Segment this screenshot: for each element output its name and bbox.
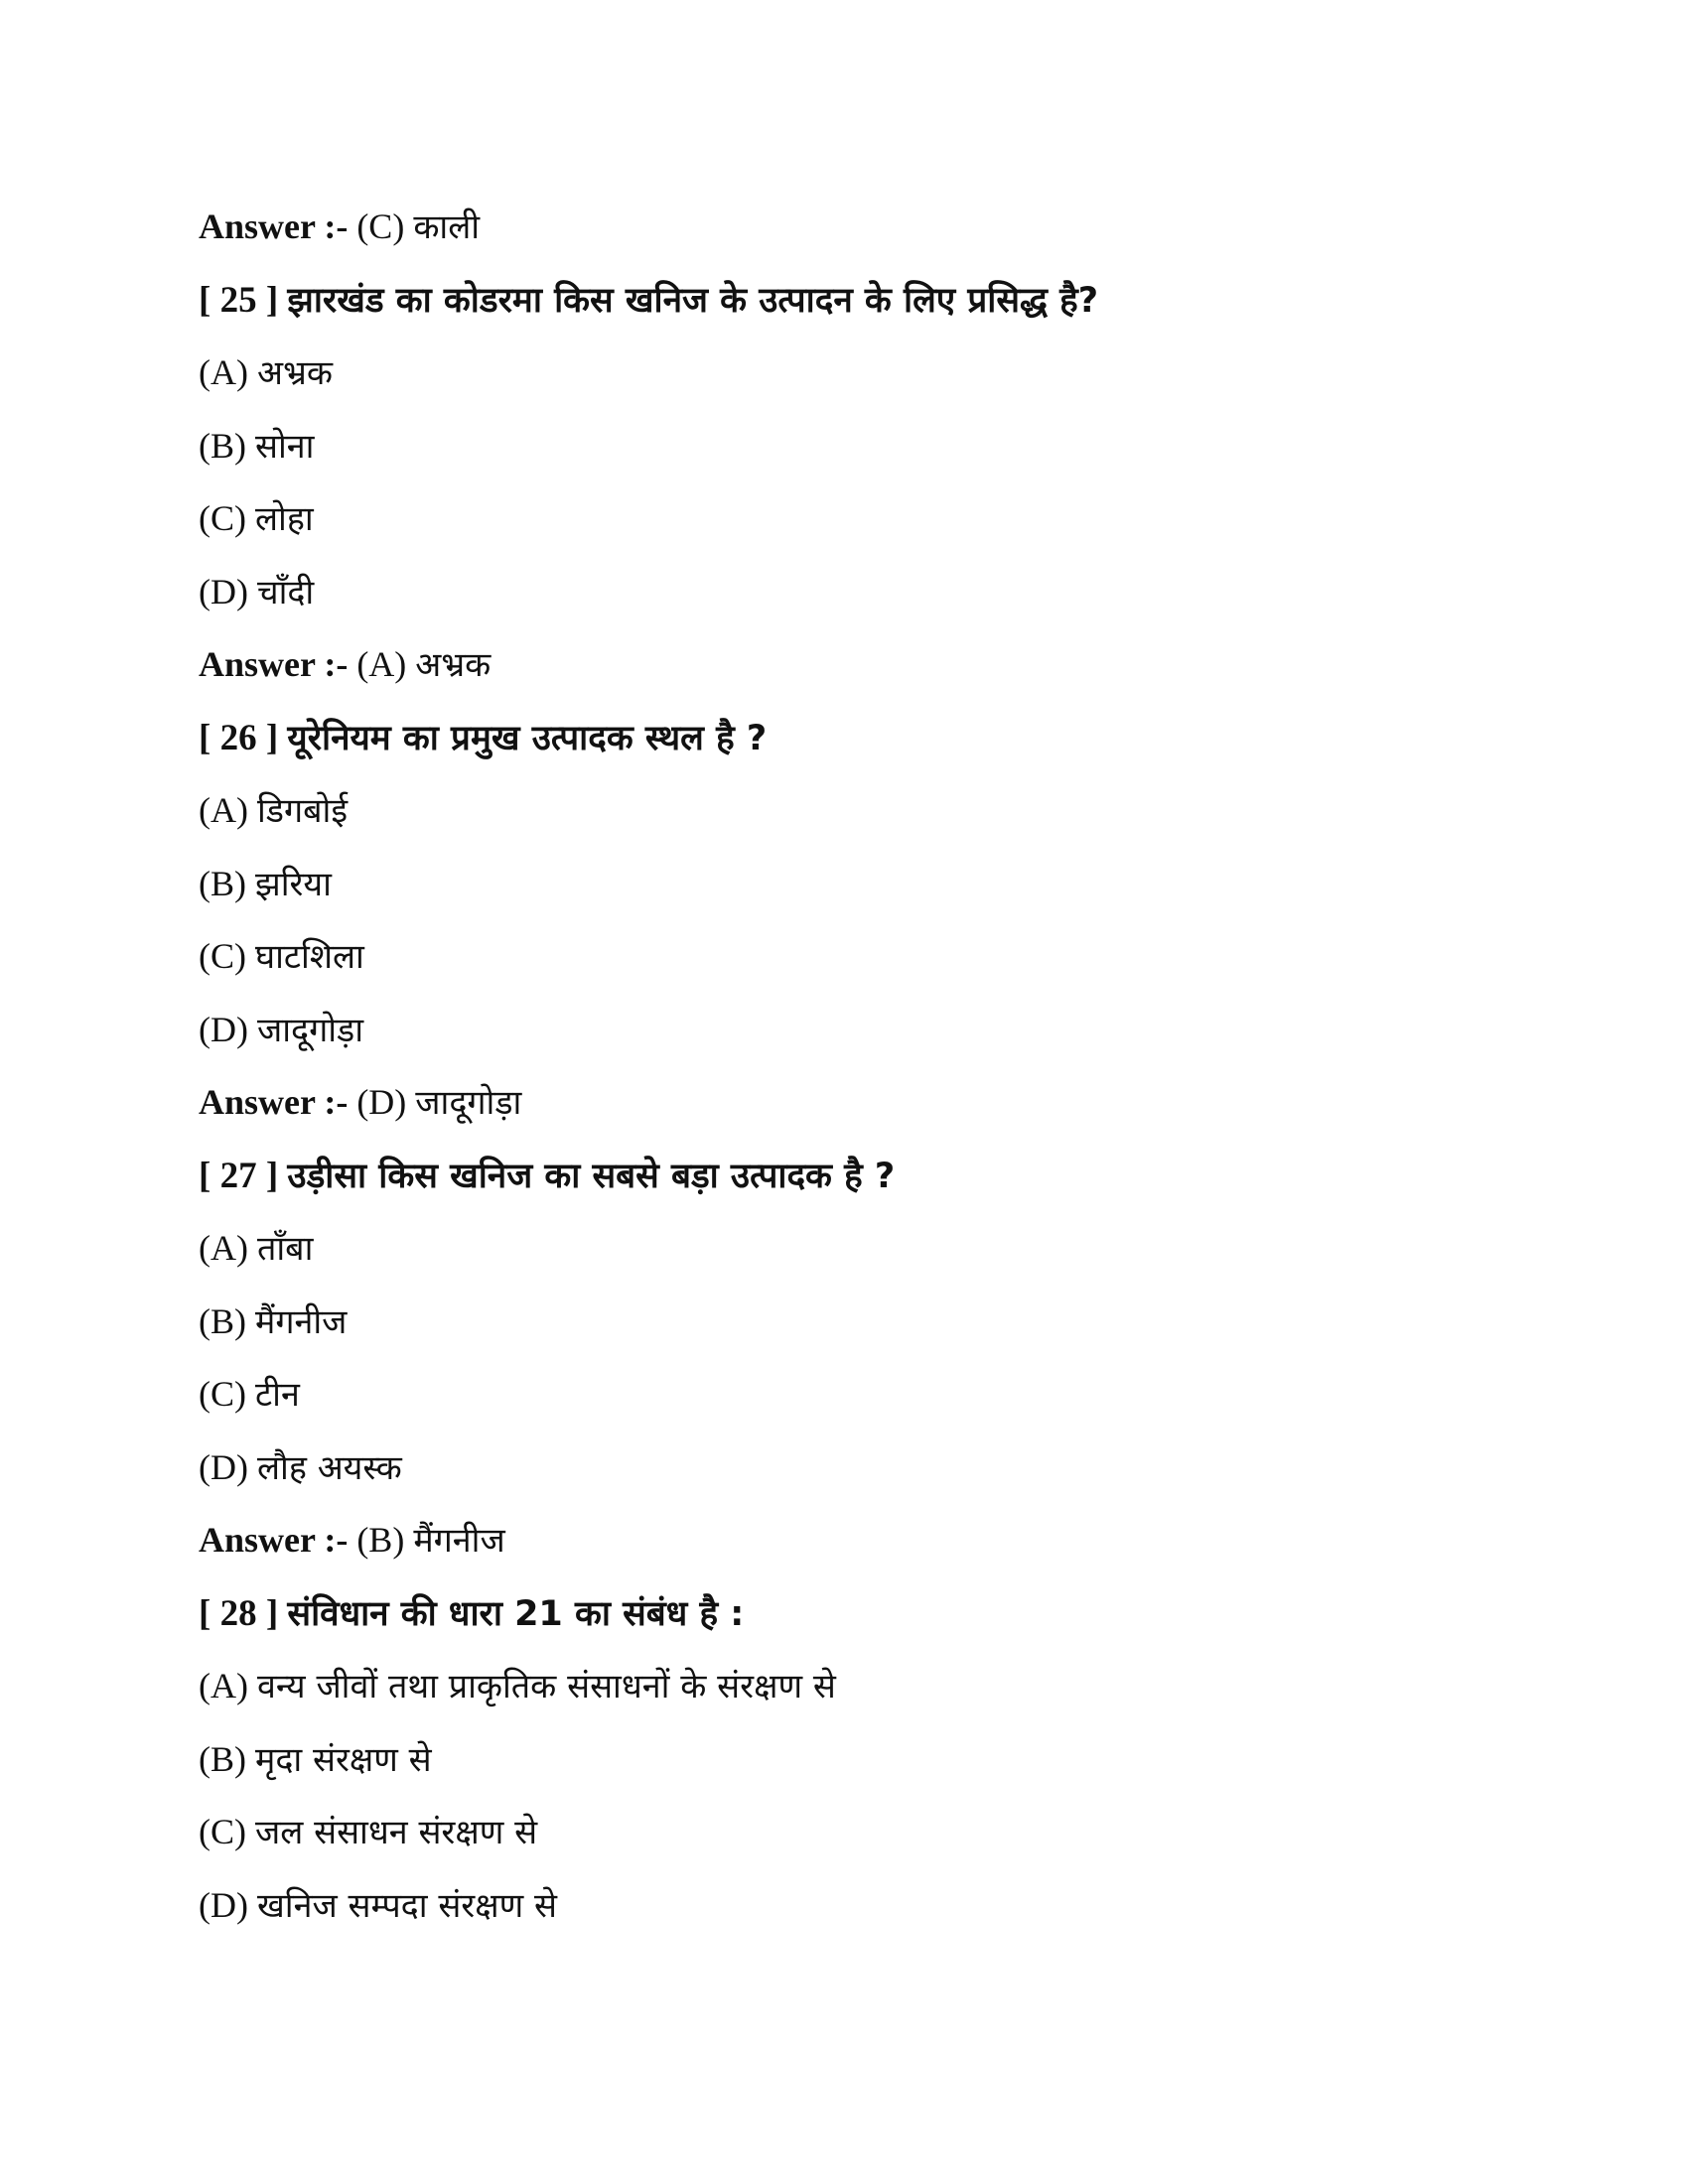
question-26 [199, 702, 1589, 775]
question-text: संविधान की धारा 21 का संबंध है : [287, 1593, 745, 1634]
option-line [199, 1286, 1589, 1359]
question-28 [199, 1577, 1589, 1651]
option-line [199, 1212, 1589, 1286]
option-text: जल संसाधन संरक्षण से [255, 1813, 538, 1852]
option-letter: (C) [199, 498, 246, 538]
answer-option: (C) [356, 206, 405, 246]
answer-label: Answer :- [199, 1520, 349, 1560]
option-text: टीन [255, 1375, 300, 1415]
option-text: ताँबा [256, 1229, 314, 1269]
option-line [199, 848, 1589, 921]
option-text: खनिज सम्पदा संरक्षण से [256, 1885, 557, 1926]
option-text: चाँदी [256, 572, 315, 613]
option-line [199, 994, 1589, 1067]
answer-text: जादूगोड़ा [415, 1083, 522, 1123]
answer-option: (A) [356, 644, 407, 684]
option-line [199, 337, 1589, 410]
answer-line [199, 1504, 1589, 1577]
option-text: मृदा संरक्षण से [255, 1739, 432, 1780]
option-text: लोहा [255, 499, 314, 539]
answer-text: काली [413, 207, 481, 247]
answer-label: Answer :- [199, 206, 349, 246]
answer-text: मैंगनीज [413, 1521, 505, 1561]
option-text: मैंगनीज [255, 1301, 348, 1342]
question-number: [ 25 ] [199, 279, 279, 321]
option-line [199, 1650, 1589, 1723]
answer-label: Answer :- [199, 644, 349, 684]
option-line [199, 1432, 1589, 1505]
answer-line [199, 628, 1589, 702]
option-letter: (D) [199, 1884, 248, 1925]
option-line [199, 774, 1589, 848]
option-letter: (D) [199, 571, 248, 612]
question-text: उड़ीसा किस खनिज का सबसे बड़ा उत्पादक है ? [287, 1156, 896, 1196]
option-text: अभ्रक [256, 353, 333, 393]
option-line [199, 1723, 1589, 1797]
question-25 [199, 264, 1589, 338]
question-27 [199, 1140, 1589, 1213]
option-text: सोना [255, 426, 315, 467]
option-letter: (A) [199, 790, 248, 830]
option-line [199, 1796, 1589, 1869]
option-letter: (B) [199, 1300, 246, 1341]
answer-line [199, 1066, 1589, 1140]
option-line [199, 1869, 1589, 1943]
option-line [199, 920, 1589, 994]
option-letter: (B) [199, 425, 246, 466]
answer-option: (D) [356, 1082, 407, 1122]
option-letter: (C) [199, 936, 246, 976]
answer-text: अभ्रक [415, 645, 492, 685]
question-number: [ 27 ] [199, 1155, 279, 1196]
document-page [199, 191, 1589, 1942]
option-line [199, 410, 1589, 483]
option-text: लौह अयस्क [256, 1447, 402, 1488]
option-letter: (A) [199, 352, 248, 392]
option-letter: (C) [199, 1374, 246, 1414]
answer-option: (B) [356, 1520, 405, 1560]
answer-line [199, 191, 1589, 264]
question-text: यूरेनियम का प्रमुख उत्पादक स्थल है ? [287, 718, 768, 758]
question-number: [ 28 ] [199, 1592, 279, 1634]
answer-label: Answer :- [199, 1082, 349, 1122]
option-letter: (C) [199, 1812, 246, 1851]
question-number: [ 26 ] [199, 717, 279, 758]
option-text: डिगबोई [256, 791, 349, 831]
option-text: झरिया [255, 864, 332, 904]
option-line [199, 556, 1589, 629]
option-line [199, 482, 1589, 556]
option-letter: (B) [199, 1738, 246, 1779]
option-text: वन्य जीवों तथा प्राकृतिक संसाधनों के संरक्षण से [256, 1667, 836, 1706]
option-letter: (B) [199, 863, 246, 903]
option-text: जादूगोड़ा [256, 1010, 364, 1050]
option-letter: (D) [199, 1009, 248, 1049]
option-letter: (A) [199, 1666, 248, 1706]
option-letter: (D) [199, 1446, 248, 1487]
option-text: घाटशिला [255, 937, 364, 977]
option-letter: (A) [199, 1228, 248, 1268]
option-line [199, 1358, 1589, 1432]
question-text: झारखंड का कोडरमा किस खनिज के उत्पादन के लिए प्रसिद्ध है? [287, 280, 1099, 321]
